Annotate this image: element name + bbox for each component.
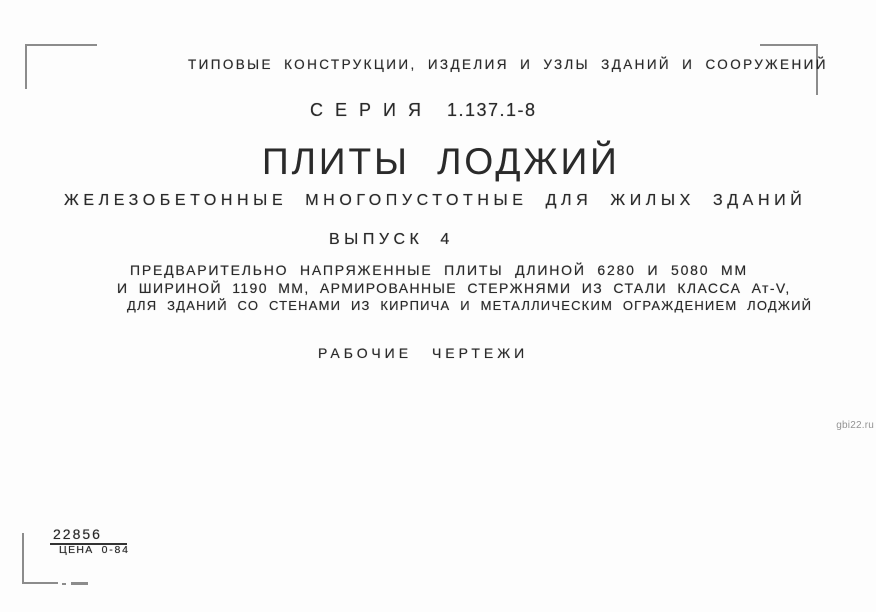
document-title: ПЛИТЫ ЛОДЖИЙ (262, 141, 620, 182)
crop-mark-top-right-horizontal (760, 44, 818, 46)
description-line-2: И ШИРИНОЙ 1190 ММ, АРМИРОВАННЫЕ СТЕРЖНЯМИ ИЗ СТАЛИ КЛАССА Ат-V, (117, 280, 791, 296)
crop-mark-bottom-left-dash (71, 582, 88, 585)
header-line: ТИПОВЫЕ КОНСТРУКЦИИ, ИЗДЕЛИЯ И УЗЛЫ ЗДАНИЙ И СООРУЖЕНИЙ (188, 57, 828, 72)
price-value: 0-84 (101, 544, 130, 556)
crop-mark-bottom-left-horizontal (22, 582, 58, 584)
stamp-price-line (59, 545, 130, 556)
stamp-number: 22856 (53, 526, 102, 542)
crop-mark-top-left-vertical (25, 44, 27, 89)
crop-mark-top-left-horizontal (25, 44, 97, 46)
site-watermark: gbi22.ru (836, 420, 874, 431)
document-subtitle: ЖЕЛЕЗОБЕТОННЫЕ МНОГОПУСТОТНЫЕ ДЛЯ ЖИЛЫХ ЗДАНИЙ (64, 192, 807, 209)
doc-type-line: РАБОЧИЕ ЧЕРТЕЖИ (318, 345, 529, 361)
issue-line: ВЫПУСК 4 (329, 231, 454, 248)
description-line-1: ПРЕДВАРИТЕЛЬНО НАПРЯЖЕННЫЕ ПЛИТЫ ДЛИНОЙ 6280 И 5080 ММ (130, 262, 748, 278)
series-label: СЕРИЯ (310, 100, 433, 120)
series-number: 1.137.1-8 (446, 100, 537, 120)
price-label: ЦЕНА (59, 544, 94, 556)
series-line (310, 101, 537, 119)
description-line-3: ДЛЯ ЗДАНИЙ СО СТЕНАМИ ИЗ КИРПИЧА И МЕТАЛЛИЧЕСКИМ ОГРАЖДЕНИЕМ ЛОДЖИЙ (127, 298, 813, 313)
crop-mark-bottom-left-dot (62, 583, 66, 585)
crop-mark-bottom-left-vertical (22, 533, 24, 584)
